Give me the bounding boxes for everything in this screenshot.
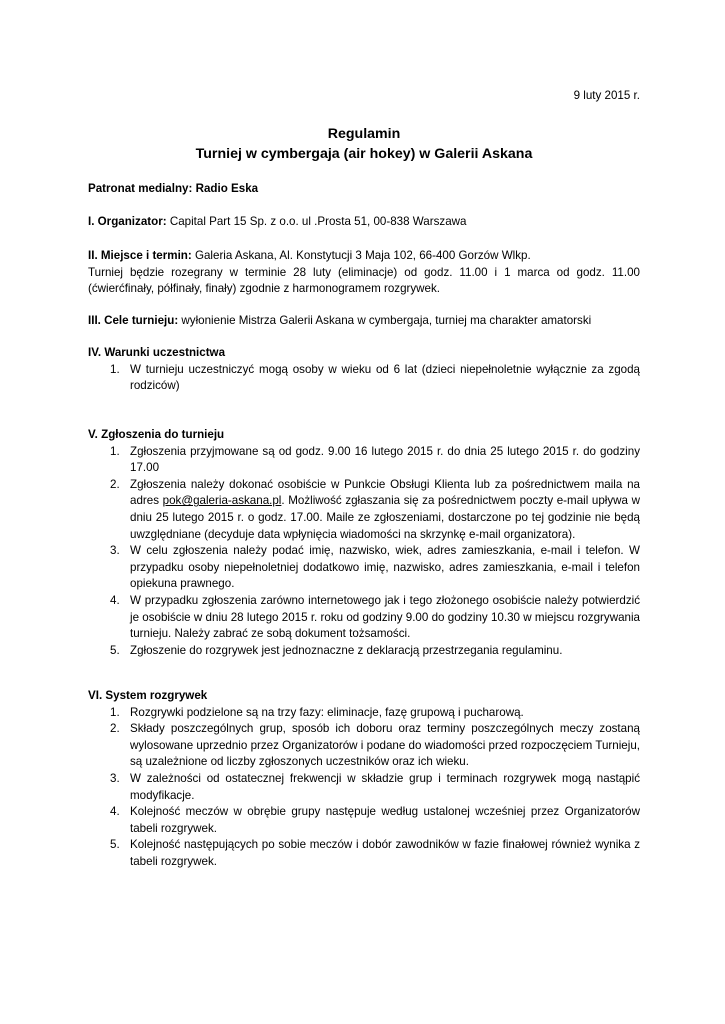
organizer-section: [88, 214, 640, 231]
place-label: II. Miejsce i termin:: [88, 249, 192, 262]
organizer-label: I. Organizator:: [88, 215, 167, 228]
goals-text: wyłonienie Mistrza Galerii Askana w cymbergaja, turniej ma charakter amatorski: [178, 314, 592, 327]
list-item: 5. Zgłoszenie do rozgrywek jest jednoznaczne z deklaracją przestrzegania regulaminu.: [110, 643, 563, 657]
document-title: [88, 124, 640, 164]
title-line-1: Regulamin: [327, 126, 401, 142]
list-item: 4. W przypadku zgłoszenia zarówno internetowego jak i tego złożonego osobiście należy potwierdzić je osobiście w dniu 28 lutego 2015 r. roku od godziny 9.00 do godziny 10.30 w miejscu rozgrywania turnieju. Należy zabrać ze sobą dokument tożsamości.: [110, 593, 640, 641]
list-item: 2. Zgłoszenia należy dokonać osobiście w Punkcie Obsługi Klienta lub za pośrednictwem maila na adres pok@galeria-askana.pl. Możliwość zgłaszania się za pośrednictwem poczty e-mail upływa w dniu 25 lutego 2015 r. o godz. 17.00. Maile ze zgłoszeniami, dostarczone po tej godzinie nie będą uwzględniane (decyduje data wpłynięcia wiadomości na skrzynkę e-mail organizatora).: [110, 477, 640, 541]
document-date: 9 luty 2015 r.: [573, 89, 640, 102]
media-patronage: Patronat medialny: Radio Eska: [88, 182, 259, 195]
place-text-1: Galeria Askana, Al. Konstytucji 3 Maja 102, 66-400 Gorzów Wlkp.: [191, 249, 531, 262]
email-link[interactable]: pok@galeria-askana.pl: [162, 494, 282, 508]
title-line-2: Turniej w cymbergaja (air hokey) w Galerii Askana: [195, 146, 533, 162]
goals-label: III. Cele turnieju:: [88, 314, 179, 327]
list-item: 1. Zgłoszenia przyjmowane są od godz. 9.00 16 lutego 2015 r. do dnia 25 lutego 2015 r. do godziny 17.00: [110, 444, 640, 475]
place-section: [88, 248, 640, 298]
list-item: 1. W turnieju uczestniczyć mogą osoby w wieku od 6 lat (dzieci niepełnoletnie wyłącznie za zgodą rodziców): [110, 362, 640, 393]
conditions-list: [88, 362, 640, 395]
list-item: 3. W zależności od ostatecznej frekwencji w składzie grup i terminach rozgrywek mogą nastąpić modyfikacje.: [110, 771, 640, 802]
registration-section: [88, 427, 640, 659]
conditions-heading: IV. Warunki uczestnictwa: [88, 346, 226, 359]
organizer-text: Capital Part 15 Sp. z o.o. ul .Prosta 51, 00-838 Warszawa: [166, 215, 467, 228]
conditions-section: [88, 345, 640, 395]
list-item: 5. Kolejność następujących po sobie meczów i dobór zawodników w fazie finałowej również wynika z tabeli rozgrywek.: [110, 838, 640, 868]
system-list: [88, 705, 640, 871]
place-text-2: Turniej będzie rozegrany w terminie 28 luty (eliminacje) od godz. 11.00 i 1 marca od godz. 11.00 (ćwierćfinały, półfinały, finały) zgodnie z harmonogramem rozgrywek.: [88, 265, 640, 296]
goals-section: [88, 313, 640, 330]
system-heading: VI. System rozgrywek: [88, 689, 208, 702]
registration-heading: V. Zgłoszenia do turnieju: [88, 428, 225, 441]
list-item: 4. Kolejność meczów w obrębie grupy następuje według ustalonej wcześniej przez Organizatorów tabeli rozgrywek.: [110, 805, 640, 835]
registration-list: [88, 444, 640, 660]
list-item: 3. W celu zgłoszenia należy podać imię, nazwisko, wiek, adres zamieszkania, e-mail i telefon. W przypadku osoby niepełnoletniej dodatkowo imię, nazwisko, adres zamieszkania, e-mail i telefon opiekuna prawnego.: [110, 544, 640, 591]
list-item: 2. Składy poszczególnych grup, sposób ich doboru oraz terminy poszczególnych meczy zostaną wylosowane uprzednio przez Organizatorów i podane do wiadomości przed rozpoczęciem Turnieju, są uzależnione od liczby zgłoszonych uczestników oraz ich wieku.: [110, 722, 640, 769]
list-item: 1. Rozgrywki podzielone są na trzy fazy: eliminacje, fazę grupową i pucharową.: [110, 705, 524, 719]
system-section: [88, 688, 640, 871]
